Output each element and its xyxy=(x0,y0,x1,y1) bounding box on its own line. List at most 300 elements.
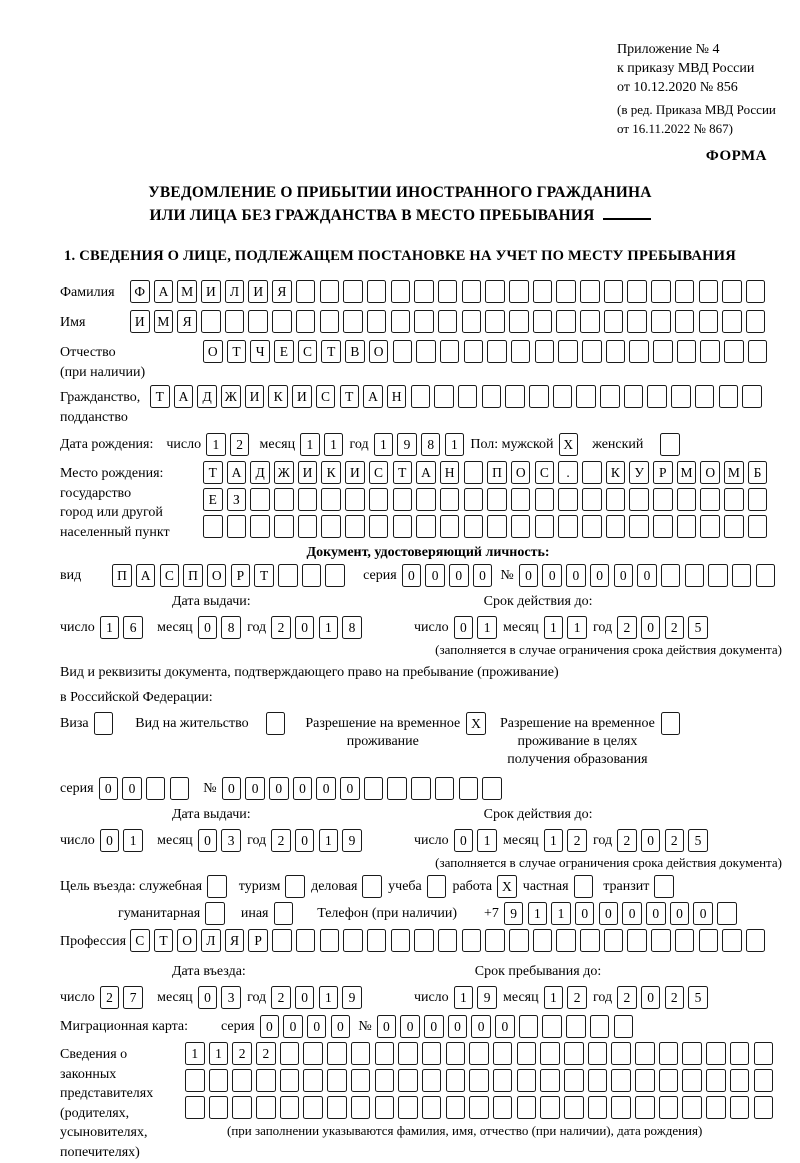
citizenship-row xyxy=(60,385,796,427)
cell-rows xyxy=(185,1042,796,1139)
empty-cell xyxy=(343,280,363,303)
label-text: месяц xyxy=(259,437,296,452)
filled-cell: М xyxy=(177,280,197,303)
spacer xyxy=(231,902,241,903)
empty-cell xyxy=(205,902,225,925)
filled-cell: X xyxy=(559,433,579,456)
spacer xyxy=(368,829,414,830)
empty-cell xyxy=(624,385,644,408)
filled-cell: Ф xyxy=(130,280,150,303)
empty-cell xyxy=(411,777,431,800)
filled-cell: О xyxy=(203,340,223,363)
filled-cell: П xyxy=(487,461,507,484)
empty-cell xyxy=(459,777,479,800)
empty-cell xyxy=(296,929,316,952)
filled-cell: Ж xyxy=(274,461,294,484)
doc-dates-labels xyxy=(60,590,796,613)
empty-cell xyxy=(511,515,531,538)
filled-cell: Т xyxy=(227,340,247,363)
empty-cell xyxy=(362,875,382,898)
cell-row xyxy=(203,488,796,511)
identity-doc-heading: Документ, удостоверяющий личность: xyxy=(306,545,550,560)
empty-cell xyxy=(435,777,455,800)
migration-card-row xyxy=(60,1015,796,1038)
cell-group xyxy=(203,461,772,484)
filled-cell: 0 xyxy=(454,616,474,639)
empty-cell xyxy=(627,929,647,952)
filled-cell: Е xyxy=(203,488,223,511)
filled-cell: К xyxy=(606,461,626,484)
filled-cell: 2 xyxy=(617,986,637,1009)
cell-row xyxy=(203,515,796,538)
filled-cell: Л xyxy=(225,280,245,303)
filled-cell: 2 xyxy=(617,829,637,852)
field-label xyxy=(60,385,150,427)
empty-cell xyxy=(343,929,363,952)
label-text: год xyxy=(349,437,369,452)
label-text: Миграционная карта: xyxy=(60,1019,189,1034)
cell-row xyxy=(185,1096,796,1119)
filled-cell: И xyxy=(292,385,312,408)
filled-cell: 0 xyxy=(454,829,474,852)
filled-cell: Ч xyxy=(250,340,270,363)
cell-group xyxy=(274,902,298,925)
empty-cell xyxy=(556,310,576,333)
blank-underline xyxy=(603,204,651,220)
field-label-line: усыновителях, xyxy=(60,1125,148,1140)
filled-cell: У xyxy=(629,461,649,484)
empty-cell xyxy=(576,385,596,408)
label-text: число xyxy=(60,990,95,1005)
filled-cell: 0 xyxy=(622,902,642,925)
doc-dates-row xyxy=(60,616,796,639)
empty-cell xyxy=(695,385,715,408)
approval-line-3: от 10.12.2020 № 856 xyxy=(617,80,738,95)
label-text: месяц xyxy=(157,833,193,848)
empty-cell xyxy=(458,385,478,408)
approval-line-1: Приложение № 4 xyxy=(617,42,720,57)
empty-cell xyxy=(351,1069,371,1092)
empty-cell xyxy=(590,1015,610,1038)
filled-cell: 0 xyxy=(295,829,315,852)
cell-group xyxy=(260,1015,355,1038)
legal-representatives-block xyxy=(60,1042,796,1162)
empty-cell xyxy=(296,310,316,333)
empty-cell xyxy=(588,1042,608,1065)
label-text: +7 xyxy=(484,906,499,921)
label-text: Дата рождения: xyxy=(60,437,154,452)
empty-cell xyxy=(732,564,752,587)
empty-cell xyxy=(256,1069,276,1092)
filled-cell: 9 xyxy=(504,902,524,925)
empty-cell xyxy=(375,1069,395,1092)
cell-row xyxy=(130,929,796,952)
empty-cell xyxy=(627,280,647,303)
filled-cell: 8 xyxy=(221,616,241,639)
filled-cell: О xyxy=(369,340,389,363)
cell-group xyxy=(130,310,770,333)
empty-cell xyxy=(699,310,719,333)
surname-row xyxy=(60,280,796,307)
empty-cell xyxy=(367,280,387,303)
filled-cell: 0 xyxy=(575,902,595,925)
empty-cell xyxy=(398,1069,418,1092)
cell-rows xyxy=(130,280,796,307)
field-label-line: населенный пункт xyxy=(60,524,170,540)
empty-cell xyxy=(588,1069,608,1092)
empty-cell xyxy=(604,929,624,952)
filled-cell: 2 xyxy=(665,616,685,639)
empty-cell xyxy=(414,929,434,952)
filled-cell: 1 xyxy=(100,616,120,639)
cell-group xyxy=(203,340,772,363)
filled-cell: В xyxy=(345,340,365,363)
empty-cell xyxy=(416,340,436,363)
empty-cell xyxy=(434,385,454,408)
filled-cell: 0 xyxy=(425,564,445,587)
filled-cell: 2 xyxy=(256,1042,276,1065)
filled-cell: 0 xyxy=(295,986,315,1009)
filled-cell: 0 xyxy=(402,564,422,587)
stacked-label xyxy=(305,712,460,751)
empty-cell xyxy=(754,1096,774,1119)
empty-cell xyxy=(635,1069,655,1092)
empty-cell xyxy=(274,515,294,538)
empty-cell xyxy=(446,1042,466,1065)
label-text: Дата въезда: xyxy=(172,964,246,979)
cell-group xyxy=(207,875,231,898)
empty-cell xyxy=(706,1069,726,1092)
empty-cell xyxy=(556,280,576,303)
empty-cell xyxy=(227,515,247,538)
empty-cell xyxy=(298,515,318,538)
filled-cell: 0 xyxy=(245,777,265,800)
empty-cell xyxy=(564,1042,584,1065)
empty-cell xyxy=(574,875,594,898)
empty-cell xyxy=(285,875,305,898)
empty-cell xyxy=(659,1069,679,1092)
empty-cell xyxy=(708,564,728,587)
filled-cell: 0 xyxy=(307,1015,327,1038)
label-text: учеба xyxy=(388,879,422,894)
cell-group xyxy=(300,433,347,456)
spacer xyxy=(195,777,203,778)
label-text: серия xyxy=(221,1019,255,1034)
empty-cell xyxy=(611,1096,631,1119)
label-text: число xyxy=(413,990,449,1005)
cell-group xyxy=(185,1096,777,1119)
filled-cell: 0 xyxy=(377,1015,397,1038)
empty-cell xyxy=(438,280,458,303)
cell-group xyxy=(99,777,194,800)
empty-cell xyxy=(535,515,555,538)
approval-line-2: к приказу МВД России xyxy=(617,61,755,76)
empty-cell xyxy=(398,1096,418,1119)
filled-cell: Н xyxy=(440,461,460,484)
cell-group xyxy=(100,986,147,1009)
empty-cell xyxy=(446,1096,466,1119)
empty-cell xyxy=(422,1042,442,1065)
cell-group xyxy=(203,515,772,538)
empty-cell xyxy=(746,929,766,952)
empty-cell xyxy=(485,310,505,333)
filled-cell: 6 xyxy=(123,616,143,639)
empty-cell xyxy=(659,1042,679,1065)
filled-cell: Р xyxy=(231,564,251,587)
field-label-line: Гражданство, xyxy=(60,390,141,405)
filled-cell: 0 xyxy=(260,1015,280,1038)
empty-cell xyxy=(375,1096,395,1119)
cell-group xyxy=(661,712,685,735)
cell-group xyxy=(198,986,245,1009)
cell-group xyxy=(222,777,506,800)
cell-group xyxy=(660,433,684,456)
label-text: месяц xyxy=(157,990,193,1005)
empty-cell xyxy=(535,340,555,363)
cell-group xyxy=(574,875,598,898)
filled-cell: 0 xyxy=(122,777,142,800)
empty-cell xyxy=(606,488,626,511)
cell-group xyxy=(185,1069,777,1092)
filled-cell: Т xyxy=(340,385,360,408)
filled-cell: С xyxy=(160,564,180,587)
empty-cell xyxy=(700,340,720,363)
filled-cell: 8 xyxy=(421,433,441,456)
empty-cell xyxy=(722,280,742,303)
spacer xyxy=(462,902,484,903)
legal-representatives-footnote: (при заполнении указываются фамилия, имя, отчество (при наличии), дата рождения) xyxy=(227,1123,703,1138)
empty-cell xyxy=(519,1015,539,1038)
empty-cell xyxy=(671,385,691,408)
cell-rows xyxy=(150,385,796,412)
empty-cell xyxy=(748,488,768,511)
cell-row xyxy=(185,1069,796,1092)
empty-cell xyxy=(487,515,507,538)
filled-cell: 0 xyxy=(473,564,493,587)
filled-cell: 0 xyxy=(637,564,657,587)
filled-cell: 9 xyxy=(477,986,497,1009)
empty-cell xyxy=(422,1069,442,1092)
filled-cell: 0 xyxy=(590,564,610,587)
label-text: № xyxy=(500,568,514,583)
field-label xyxy=(60,461,203,542)
empty-cell xyxy=(232,1096,252,1119)
cell-group xyxy=(205,902,229,925)
filled-cell: 0 xyxy=(99,777,119,800)
empty-cell xyxy=(391,929,411,952)
empty-cell xyxy=(677,515,697,538)
empty-cell xyxy=(677,340,697,363)
empty-cell xyxy=(533,310,553,333)
cell-group xyxy=(402,564,497,587)
empty-cell xyxy=(185,1069,205,1092)
empty-cell xyxy=(564,1096,584,1119)
field-label-line: государство xyxy=(60,485,132,501)
filled-cell: Т xyxy=(150,385,170,408)
empty-cell xyxy=(345,488,365,511)
empty-cell xyxy=(303,1069,323,1092)
empty-cell xyxy=(682,1042,702,1065)
filled-cell: 0 xyxy=(641,986,661,1009)
filled-cell: Т xyxy=(203,461,223,484)
empty-cell xyxy=(280,1096,300,1119)
empty-cell xyxy=(540,1069,560,1092)
empty-cell xyxy=(580,280,600,303)
empty-cell xyxy=(661,712,681,735)
label-text: частная xyxy=(522,879,569,894)
filled-cell: 0 xyxy=(693,902,713,925)
filled-cell: 0 xyxy=(400,1015,420,1038)
empty-cell xyxy=(427,875,447,898)
empty-cell xyxy=(661,564,681,587)
doc-validity-note: (заполняется в случае ограничения срока действия документа) xyxy=(435,642,782,657)
spacer xyxy=(291,712,305,713)
empty-cell xyxy=(719,385,739,408)
empty-cell xyxy=(730,1069,750,1092)
spacer xyxy=(368,616,414,617)
empty-cell xyxy=(327,1042,347,1065)
filled-cell: 2 xyxy=(271,986,291,1009)
empty-cell xyxy=(303,1042,323,1065)
empty-cell xyxy=(482,385,502,408)
filled-cell: К xyxy=(268,385,288,408)
cell-group xyxy=(100,829,147,852)
empty-cell xyxy=(367,310,387,333)
field-label xyxy=(60,340,203,382)
empty-cell xyxy=(343,310,363,333)
empty-cell xyxy=(542,1015,562,1038)
cell-group xyxy=(271,616,366,639)
empty-cell xyxy=(272,310,292,333)
empty-cell xyxy=(654,875,674,898)
filled-cell: О xyxy=(511,461,531,484)
cell-row xyxy=(203,340,796,363)
label-text: № xyxy=(203,781,217,796)
cell-row xyxy=(203,461,796,484)
empty-cell xyxy=(606,515,626,538)
filled-cell: 1 xyxy=(528,902,548,925)
field-label xyxy=(60,310,130,333)
empty-cell xyxy=(274,902,294,925)
filled-cell: И xyxy=(130,310,150,333)
cell-group xyxy=(130,929,770,952)
field-label-line: Место рождения: xyxy=(60,466,164,481)
empty-cell xyxy=(345,515,365,538)
label-text: Срок действия до: xyxy=(483,594,593,609)
filled-cell: О xyxy=(177,929,197,952)
cell-group xyxy=(266,712,290,735)
filled-cell: 3 xyxy=(221,986,241,1009)
filled-cell: 2 xyxy=(232,1042,252,1065)
filled-cell: 9 xyxy=(342,986,362,1009)
cell-group xyxy=(271,829,366,852)
empty-cell xyxy=(706,1042,726,1065)
filled-cell: Е xyxy=(274,340,294,363)
spacer xyxy=(254,712,266,713)
cell-rows xyxy=(203,340,796,367)
field-label-line: город или другой xyxy=(60,505,163,520)
empty-cell xyxy=(485,280,505,303)
cell-group xyxy=(544,616,591,639)
empty-cell xyxy=(464,515,484,538)
empty-cell xyxy=(232,1069,252,1092)
spacer xyxy=(149,616,157,617)
empty-cell xyxy=(651,929,671,952)
empty-cell xyxy=(699,929,719,952)
empty-cell xyxy=(302,564,322,587)
filled-cell: X xyxy=(497,875,517,898)
profession-row xyxy=(60,929,796,956)
spacer xyxy=(256,590,484,591)
field-label-line: Профессия xyxy=(60,934,127,949)
empty-cell xyxy=(511,340,531,363)
field-label-line: законных xyxy=(60,1066,117,1082)
filled-cell: А xyxy=(174,385,194,408)
empty-cell xyxy=(511,488,531,511)
empty-cell xyxy=(482,777,502,800)
filled-cell: 0 xyxy=(599,902,619,925)
label-text: вид xyxy=(60,568,82,583)
filled-cell: С xyxy=(535,461,555,484)
cell-group xyxy=(427,875,451,898)
filled-cell: Я xyxy=(177,310,197,333)
filled-cell: 1 xyxy=(206,433,226,456)
label-text: Виза xyxy=(60,716,89,731)
empty-cell xyxy=(321,515,341,538)
empty-cell xyxy=(748,515,768,538)
cell-row xyxy=(185,1042,796,1065)
spacer xyxy=(158,433,166,434)
field-label-line: (родителях, xyxy=(60,1105,130,1121)
label-text: месяц xyxy=(503,833,539,848)
filled-cell: 0 xyxy=(646,902,666,925)
empty-cell xyxy=(651,310,671,333)
filled-cell: 1 xyxy=(319,829,339,852)
residence-doc-text2: в Российской Федерации: xyxy=(60,690,213,705)
empty-cell xyxy=(393,488,413,511)
empty-cell xyxy=(717,902,737,925)
empty-cell xyxy=(387,777,407,800)
empty-cell xyxy=(493,1042,513,1065)
empty-cell xyxy=(487,340,507,363)
spacer xyxy=(368,986,414,987)
cell-group xyxy=(497,875,521,898)
filled-cell: 0 xyxy=(283,1015,303,1038)
filled-cell: Д xyxy=(250,461,270,484)
label-text: Дата выдачи: xyxy=(172,594,251,609)
empty-cell xyxy=(94,712,114,735)
empty-cell xyxy=(391,310,411,333)
filled-cell: 0 xyxy=(566,564,586,587)
filled-cell: И xyxy=(201,280,221,303)
empty-cell xyxy=(675,310,695,333)
filled-cell: И xyxy=(245,385,265,408)
empty-cell xyxy=(558,488,578,511)
filled-cell: 1 xyxy=(374,433,394,456)
empty-cell xyxy=(414,310,434,333)
filled-cell: Я xyxy=(272,280,292,303)
cell-group xyxy=(185,1042,777,1065)
empty-cell xyxy=(535,488,555,511)
filled-cell: И xyxy=(248,280,268,303)
residence-doc-text1: Вид и реквизиты документа, подтверждающего право на пребывание (проживание) xyxy=(60,665,559,680)
empty-cell xyxy=(604,310,624,333)
empty-cell xyxy=(529,385,549,408)
filled-cell: И xyxy=(298,461,318,484)
empty-cell xyxy=(756,564,776,587)
spacer xyxy=(149,986,157,987)
filled-cell: 2 xyxy=(567,829,587,852)
